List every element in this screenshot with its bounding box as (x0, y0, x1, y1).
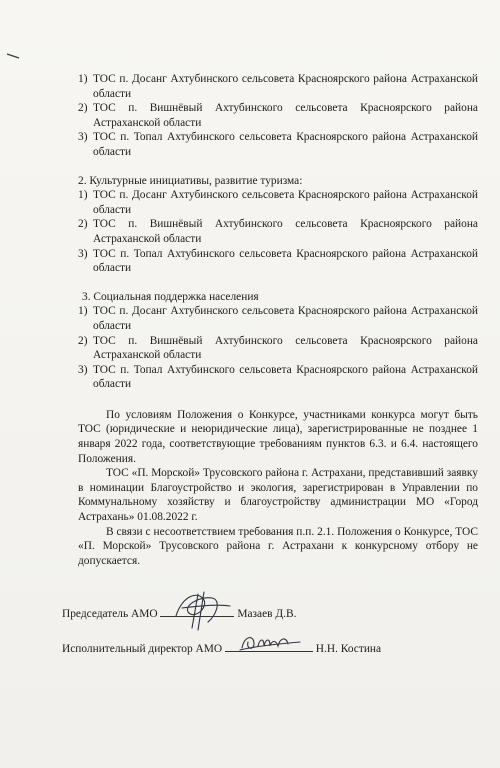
list-item-text: ТОС п. Топал Ахтубинского сельсовета Красноярского района Астраханской области (93, 131, 478, 158)
list-item-text: ТОС п. Досанг Ахтубинского сельсовета Красноярского района Астраханской области (93, 305, 478, 332)
list-item-text: ТОС п. Топал Ахтубинского сельсовета Красноярского района Астраханской области (93, 247, 478, 275)
paragraph-decision: В связи с несоответствием требования п.п. 2.1. Положения о Конкурсе, ТОС «П. Морской» Трусовского района г. Астрахани к конкурсному отбору не допускается. (78, 525, 478, 567)
list-item (78, 101, 478, 130)
director-name: Н.Н. Костина (315, 643, 382, 655)
section3-list (78, 304, 478, 392)
list-item (78, 188, 478, 217)
list-item-number: 3) (78, 363, 88, 376)
director-handwritten-signature-icon (236, 628, 304, 658)
list-item-text: ТОС п. Вишнёвый Ахтубинского сельсовета Красноярского района Астраханской области (93, 218, 478, 245)
section2-list (78, 188, 478, 276)
document-body (78, 72, 478, 568)
paragraph-applicant: ТОС «П. Морской» Трусовского района г. Астрахани, представивший заявку в номинации Благоустройство и экология, зарегистрирован в Управлении по Коммунальному хозяйству и благоустройству администрации МО «Город Астрахань» 01.08.2022 г. (78, 467, 478, 524)
paragraph-eligibility: По условиям Положения о Конкурсе, участниками конкурса могут быть ТОС (юридические и неюридические лица), зарегистрированные не позднее 1 января 2022 года, соответствующие требованиям пунктов 6.3. и 6.4. настоящего Положения. (78, 408, 478, 465)
list-item (78, 72, 478, 101)
list-item-text: ТОС п. Вишнёвый Ахтубинского сельсовета Красноярского района Астраханской области (93, 334, 478, 362)
director-signature-line (62, 641, 381, 655)
list-item-number: 1) (78, 73, 88, 85)
list-item-number: 1) (78, 189, 88, 202)
section3-title: 3. Социальная поддержка населения (82, 290, 259, 303)
pen-mark-icon (6, 52, 20, 60)
list-item-text: ТОС п. Топал Ахтубинского сельсовета Красноярского района Астраханской области (93, 363, 478, 391)
list-item-text: ТОС п. Досанг Ахтубинского сельсовета Красноярского района Астраханской области (93, 189, 478, 216)
list-item-number: 2) (78, 102, 88, 115)
chairman-role: Председатель АМО (62, 608, 158, 620)
list-item (78, 304, 478, 333)
list-item (78, 363, 478, 392)
section2-title: 2. Культурные инициативы, развитие туризма: (78, 174, 303, 187)
list-item (78, 130, 478, 159)
chairman-name: Мазаев Д.В. (237, 608, 297, 620)
list-item-number: 3) (78, 247, 88, 260)
list-item-number: 3) (78, 131, 88, 144)
chairman-handwritten-signature-icon (168, 586, 238, 632)
list-item-text: ТОС п. Вишнёвый Ахтубинского сельсовета Красноярского района Астраханской области (93, 102, 478, 129)
director-role: Исполнительный директор АМО (62, 643, 223, 655)
list-item (78, 217, 478, 246)
list-item-number: 2) (78, 334, 88, 347)
list-item (78, 247, 478, 276)
list-item-number: 2) (78, 218, 88, 231)
list-item (78, 334, 478, 363)
section1-list (78, 72, 478, 160)
list-item-number: 1) (78, 305, 88, 318)
list-item-text: ТОС п. Досанг Ахтубинского сельсовета Красноярского района Астраханской области (93, 73, 478, 100)
